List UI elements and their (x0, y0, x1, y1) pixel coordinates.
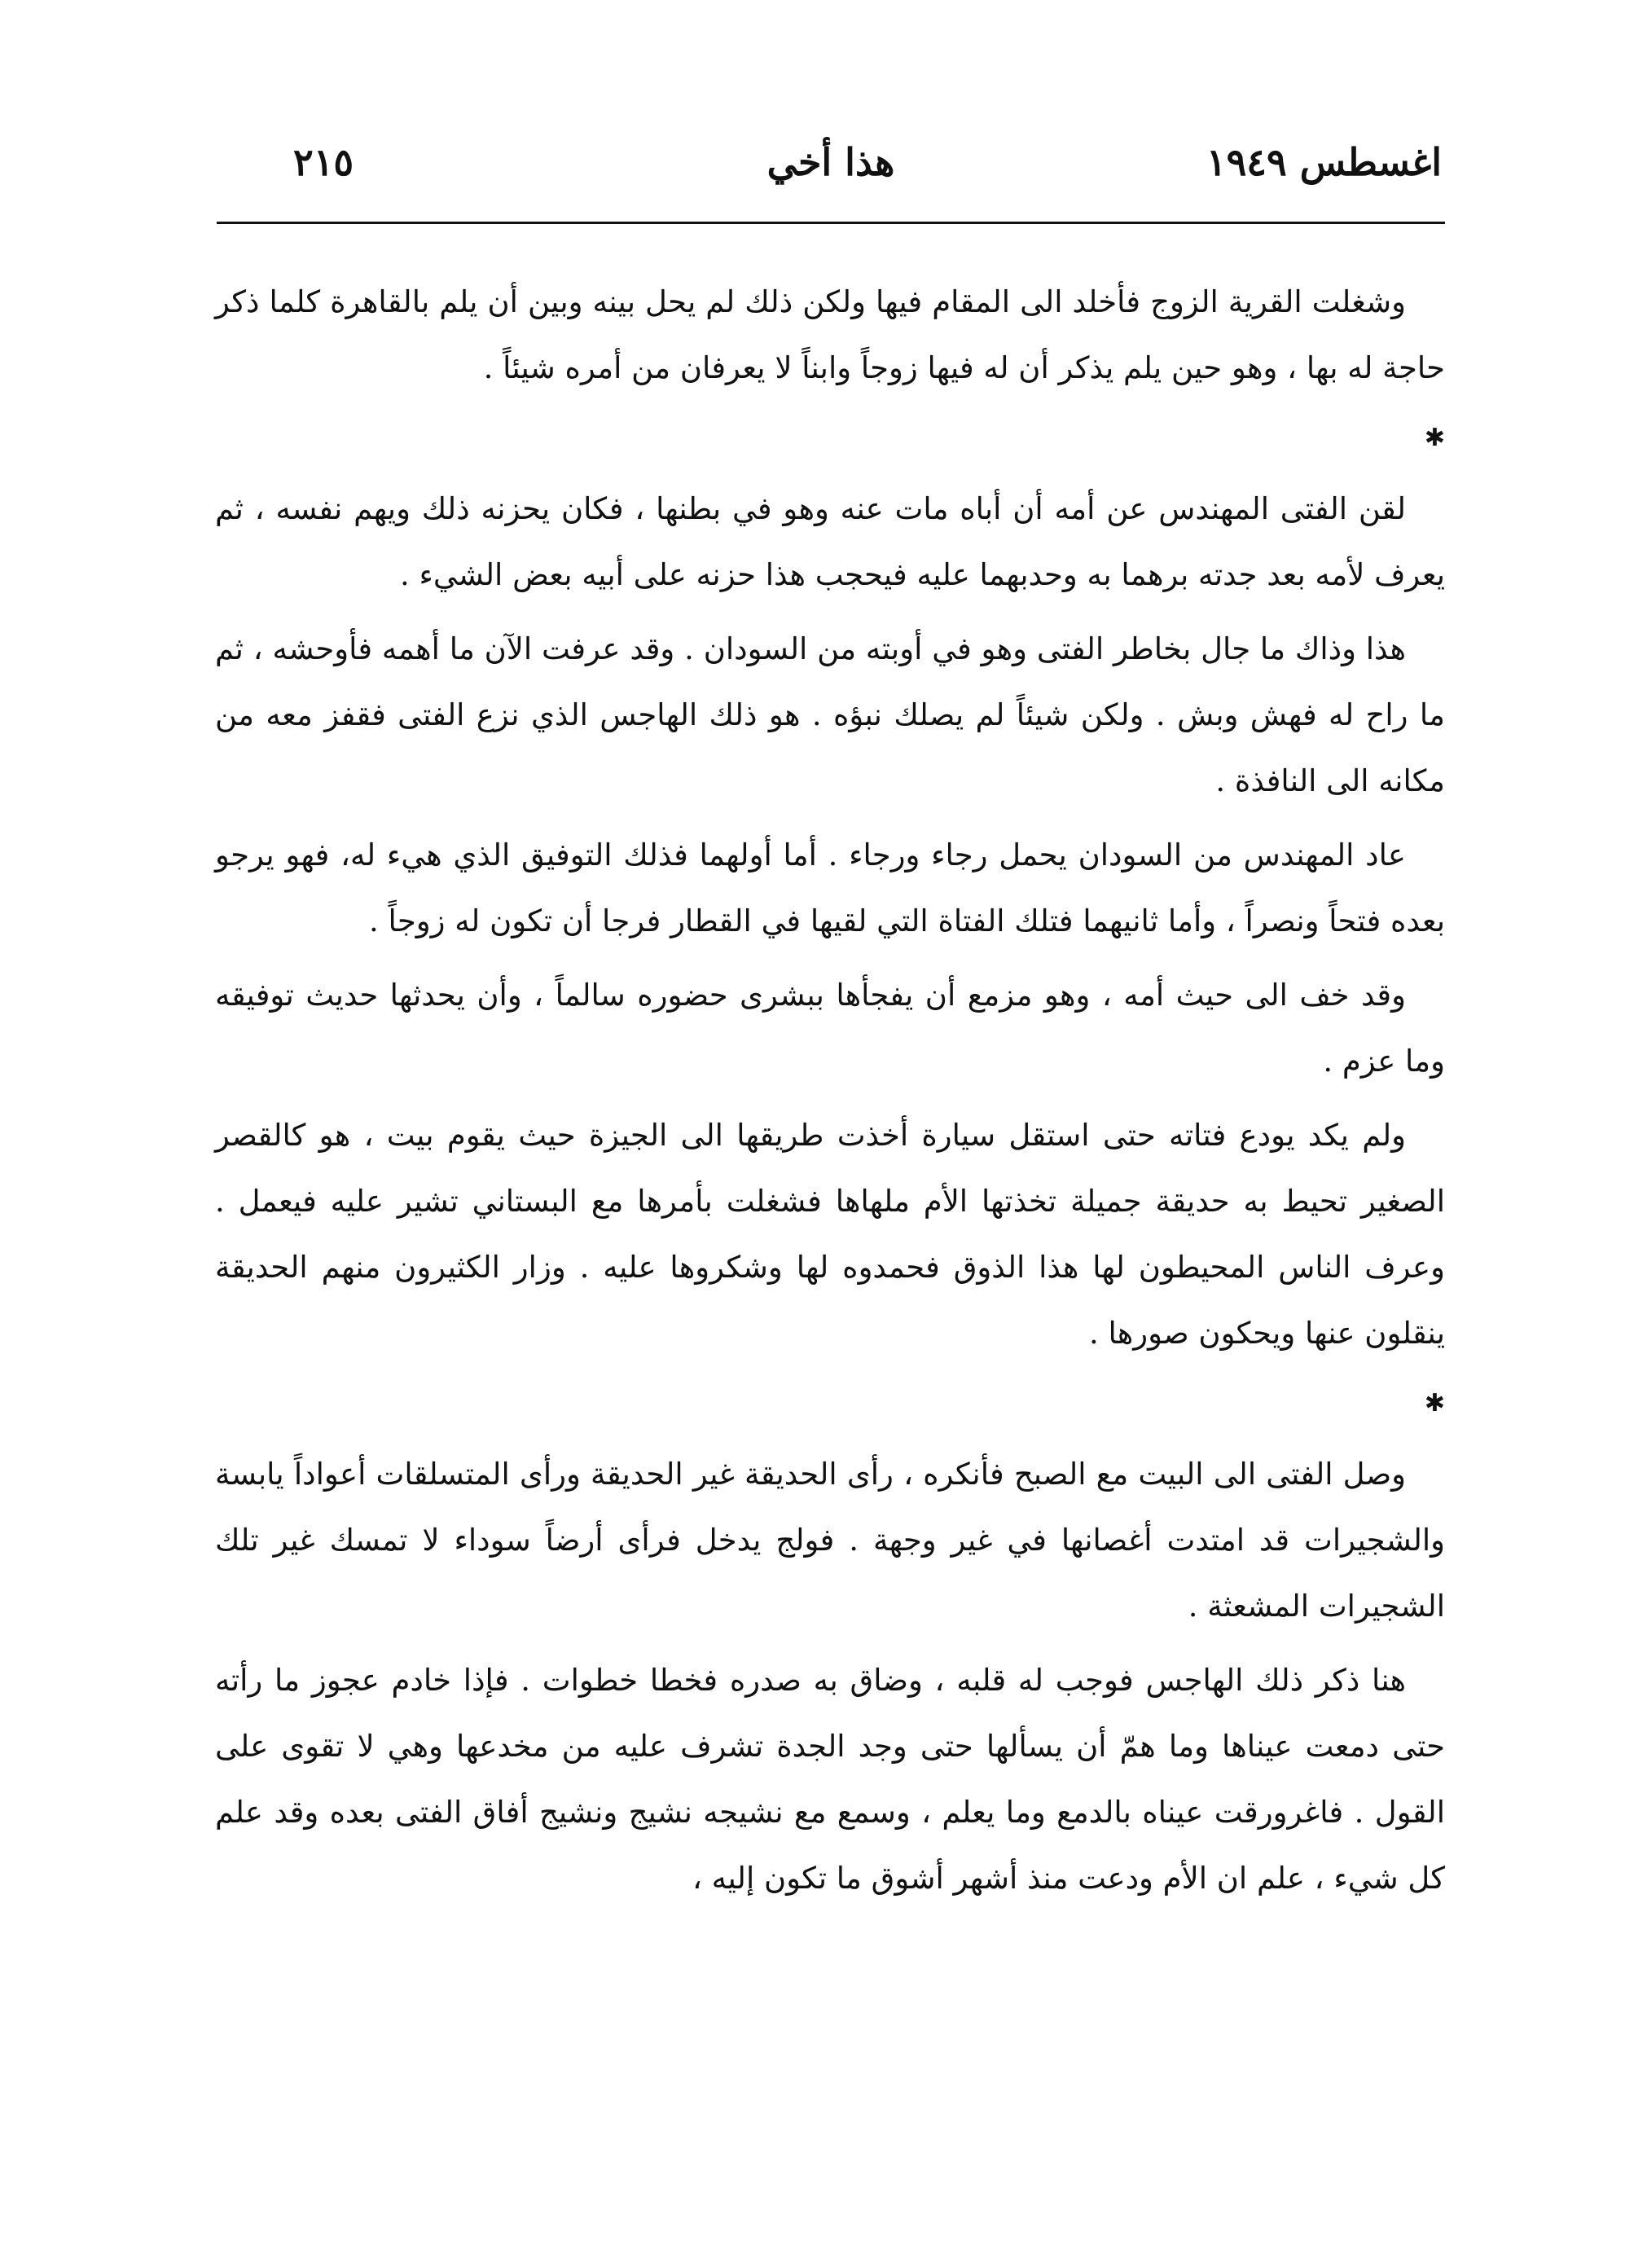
section-separator-2 (215, 1366, 1445, 1441)
asterisk-separator-icon: ✱ (1424, 424, 1445, 452)
header-title: هذا أخي (766, 140, 895, 184)
article-body (215, 269, 1445, 1911)
paragraph-3: هذا وذاك ما جال بخاطر الفتى وهو في أوبته من السودان . وقد عرفت الآن ما أهمه فأوحشه ، ثم ما راح له فهش وبش . ولكن شيئاً لم يصلك نبؤه . هو ذلك الهاجس الذي نزع الفتى فقفز معه من مكانه الى النافذة . (215, 631, 1445, 798)
paragraph-5: وقد خف الى حيث أمه ، وهو مزمع أن يفجأها ببشرى حضوره سالماً ، وأن يحدثها حديث توفيقه وما عزم . (215, 978, 1445, 1079)
running-header (220, 140, 1442, 205)
paragraph-7: وصل الفتى الى البيت مع الصبح فأنكره ، رأى الحديقة غير الحديقة ورأى المتسلقات أعواداً يابسة والشجيرات قد امتدت أغصانها في غير وجهة . فولج يدخل فرأى أرضاً سوداء لا تمسك غير تلك الشجيرات المشعثة . (215, 1457, 1445, 1624)
section-separator-1 (215, 401, 1445, 476)
paragraph-2: لقن الفتى المهندس عن أمه أن أباه مات عنه وهو في بطنها ، فكان يحزنه ذلك ويهم نفسه ، ثم يعرف لأمه بعد جدته برهما به وحدبهما عليه فيحجب هذا حزنه على أبيه بعض الشيء . (215, 491, 1445, 592)
header-rule (217, 222, 1445, 224)
paragraph-4: عاد المهندس من السودان يحمل رجاء ورجاء . أما أولهما فذلك التوفيق الذي هيء له، فهو يرجو بعده فتحاً ونصراً ، وأما ثانيهما فتلك الفتاة التي لقيها في القطار فرجا أن تكون له زوجاً . (215, 837, 1445, 938)
header-date: اغسطس ١٩٤٩ (1206, 140, 1442, 184)
paragraph-6: ولم يكد يودع فتاته حتى استقل سيارة أخذت طريقها الى الجيزة حيث يقوم بيت ، هو كالقصر الصغير تحيط به حديقة جميلة تخذتها الأم ملهاها فشغلت بأمرها مع البستاني تشير عليه فيعمل . وعرف الناس المحيطون لها هذا الذوق فحمدوه لها وشكروها عليه . وزار الكثيرون منهم الحديقة ينقلون عنها ويحكون صورها . (215, 1118, 1445, 1351)
paragraph-8: هنا ذكر ذلك الهاجس فوجب له قلبه ، وضاق به صدره فخطا خطوات . فإذا خادم عجوز ما رأته حتى دمعت عيناها وما همّ أن يسألها حتى وجد الجدة تشرف عليه من مخدعها وهي لا تقوى على القول . فاغرورقت عيناه بالدمع وما يعلم ، وسمع مع نشيجه نشيج ونشيج أفاق الفتى بعده وقد علم كل شيء ، علم ان الأم ودعت منذ أشهر أشوق ما تكون إليه ، (215, 1663, 1445, 1896)
asterisk-separator-icon: ✱ (1424, 1389, 1445, 1418)
page-number: ٢١٥ (293, 140, 354, 184)
paragraph-1: وشغلت القرية الزوج فأخلد الى المقام فيها ولكن ذلك لم يحل بينه وبين أن يلم بالقاهرة كلما ذكر حاجة له بها ، وهو حين يلم يذكر أن له فيها زوجاً وابناً لا يعرفان من أمره شيئاً . (215, 284, 1445, 385)
